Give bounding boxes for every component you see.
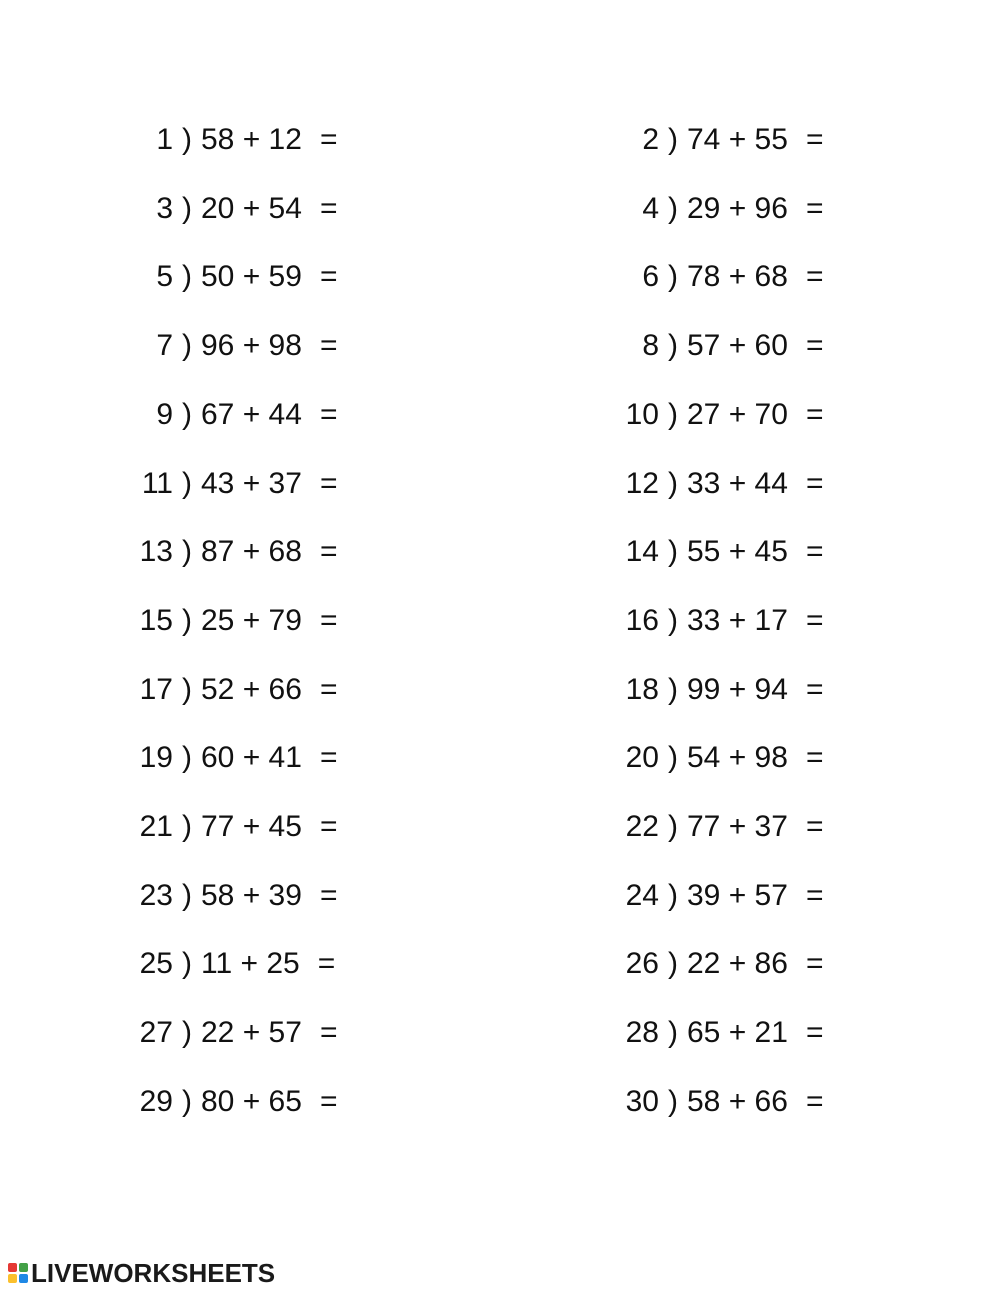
problem-expression: 65 + 21 <box>687 1016 788 1049</box>
problem-equals: = <box>805 123 824 156</box>
problem-expression: 60 + 41 <box>201 741 302 774</box>
problem-number: 28 <box>625 1016 659 1049</box>
problem-row <box>0 807 1000 847</box>
problem-equals: = <box>805 604 824 637</box>
problem-row <box>0 944 1000 984</box>
problem-equals: = <box>805 879 824 912</box>
problem-expression: 87 + 68 <box>201 535 302 568</box>
problem-expression: 29 + 96 <box>687 192 788 225</box>
problem-row <box>0 601 1000 641</box>
problem-item <box>614 1082 823 1122</box>
problem-number: 4 <box>642 192 659 225</box>
problem-paren: ) <box>668 535 678 568</box>
problem-number: 25 <box>139 947 173 980</box>
problem-paren: ) <box>182 741 192 774</box>
problem-equals: = <box>805 947 824 980</box>
logo-text: LIVEWORKSHEETS <box>31 1257 276 1288</box>
problem-equals: = <box>319 535 338 568</box>
problem-equals: = <box>319 398 338 431</box>
problem-row <box>0 326 1000 366</box>
problem-item <box>128 532 337 572</box>
problem-paren: ) <box>182 260 192 293</box>
problem-number: 27 <box>139 1016 173 1049</box>
problem-paren: ) <box>668 879 678 912</box>
problem-item <box>128 1082 337 1122</box>
problem-paren: ) <box>668 260 678 293</box>
problem-paren: ) <box>668 741 678 774</box>
problem-paren: ) <box>182 192 192 225</box>
problem-paren: ) <box>182 947 192 980</box>
problem-item <box>128 807 337 847</box>
problem-paren: ) <box>668 1016 678 1049</box>
problem-item <box>614 601 823 641</box>
problem-item <box>614 464 823 504</box>
problem-number: 9 <box>156 398 173 431</box>
problem-expression: 20 + 54 <box>201 192 302 225</box>
problem-expression: 67 + 44 <box>201 398 302 431</box>
problem-expression: 11 + 25 <box>201 947 300 980</box>
problem-expression: 55 + 45 <box>687 535 788 568</box>
problem-equals: = <box>805 741 824 774</box>
problem-item <box>614 944 823 984</box>
problem-equals: = <box>805 1085 824 1118</box>
problem-item <box>128 120 337 160</box>
problem-expression: 58 + 39 <box>201 879 302 912</box>
problem-equals: = <box>319 879 338 912</box>
problem-expression: 33 + 17 <box>687 604 788 637</box>
problem-equals: = <box>317 947 336 980</box>
problem-number: 2 <box>642 123 659 156</box>
problem-expression: 25 + 79 <box>201 604 302 637</box>
problem-number: 13 <box>139 535 173 568</box>
problem-expression: 54 + 98 <box>687 741 788 774</box>
problem-equals: = <box>319 604 338 637</box>
problem-number: 26 <box>625 947 659 980</box>
problem-expression: 39 + 57 <box>687 879 788 912</box>
problem-expression: 52 + 66 <box>201 673 302 706</box>
problem-number: 22 <box>625 810 659 843</box>
problem-item <box>128 1013 337 1053</box>
problem-item <box>614 807 823 847</box>
logo-block-red <box>8 1263 17 1272</box>
problem-item <box>614 738 823 778</box>
problem-number: 23 <box>139 879 173 912</box>
problem-paren: ) <box>668 192 678 225</box>
problem-row <box>0 189 1000 229</box>
problem-row <box>0 738 1000 778</box>
problem-equals: = <box>805 535 824 568</box>
problem-item <box>614 326 823 366</box>
problem-number: 6 <box>642 260 659 293</box>
problem-item <box>128 257 337 297</box>
problem-number: 14 <box>625 535 659 568</box>
problem-expression: 43 + 37 <box>201 467 302 500</box>
problem-expression: 96 + 98 <box>201 329 302 362</box>
problem-item <box>128 395 337 435</box>
problem-paren: ) <box>182 604 192 637</box>
problem-number: 20 <box>625 741 659 774</box>
problem-item <box>614 257 823 297</box>
problem-paren: ) <box>182 329 192 362</box>
problem-number: 16 <box>625 604 659 637</box>
problem-number: 1 <box>156 123 173 156</box>
problem-expression: 58 + 66 <box>687 1085 788 1118</box>
problem-number: 10 <box>625 398 659 431</box>
problem-expression: 22 + 57 <box>201 1016 302 1049</box>
problem-equals: = <box>319 467 338 500</box>
problem-paren: ) <box>182 123 192 156</box>
problem-expression: 58 + 12 <box>201 123 302 156</box>
problem-paren: ) <box>668 467 678 500</box>
problem-number: 7 <box>156 329 173 362</box>
problem-equals: = <box>319 1085 338 1118</box>
problem-row <box>0 1082 1000 1122</box>
problem-equals: = <box>319 192 338 225</box>
problem-paren: ) <box>182 673 192 706</box>
problem-row <box>0 257 1000 297</box>
problem-paren: ) <box>668 1085 678 1118</box>
problem-paren: ) <box>182 467 192 500</box>
problem-item <box>128 738 337 778</box>
problem-expression: 78 + 68 <box>687 260 788 293</box>
problem-item <box>128 670 337 710</box>
problem-number: 21 <box>139 810 173 843</box>
problem-item <box>128 464 337 504</box>
problem-equals: = <box>319 260 338 293</box>
problem-number: 18 <box>625 673 659 706</box>
logo-block-green <box>19 1263 28 1272</box>
problem-equals: = <box>805 329 824 362</box>
problem-item <box>128 944 335 984</box>
problem-expression: 80 + 65 <box>201 1085 302 1118</box>
problem-expression: 22 + 86 <box>687 947 788 980</box>
problem-item <box>128 326 337 366</box>
problem-paren: ) <box>182 1085 192 1118</box>
problem-number: 12 <box>625 467 659 500</box>
problem-equals: = <box>805 467 824 500</box>
problem-equals: = <box>319 741 338 774</box>
problem-row <box>0 464 1000 504</box>
problem-expression: 50 + 59 <box>201 260 302 293</box>
problem-row <box>0 1013 1000 1053</box>
problem-paren: ) <box>668 123 678 156</box>
problem-paren: ) <box>182 535 192 568</box>
problem-number: 3 <box>156 192 173 225</box>
problem-item <box>128 601 337 641</box>
problem-expression: 77 + 37 <box>687 810 788 843</box>
problem-expression: 77 + 45 <box>201 810 302 843</box>
problem-item <box>614 670 823 710</box>
problem-equals: = <box>805 398 824 431</box>
problem-number: 17 <box>139 673 173 706</box>
problem-expression: 33 + 44 <box>687 467 788 500</box>
problem-item <box>614 120 823 160</box>
problem-number: 5 <box>156 260 173 293</box>
problem-paren: ) <box>668 329 678 362</box>
problem-row <box>0 876 1000 916</box>
problem-paren: ) <box>182 1016 192 1049</box>
logo-mark-icon <box>8 1263 28 1283</box>
problem-item <box>614 532 823 572</box>
problem-number: 11 <box>141 467 173 500</box>
logo-block-blue <box>19 1274 28 1283</box>
problem-expression: 57 + 60 <box>687 329 788 362</box>
problem-equals: = <box>319 810 338 843</box>
problem-paren: ) <box>668 398 678 431</box>
problem-item <box>128 189 337 229</box>
problem-number: 30 <box>625 1085 659 1118</box>
problem-expression: 27 + 70 <box>687 398 788 431</box>
problem-equals: = <box>805 260 824 293</box>
problem-item <box>614 1013 823 1053</box>
problem-expression: 99 + 94 <box>687 673 788 706</box>
problem-paren: ) <box>182 810 192 843</box>
liveworksheets-logo <box>8 1258 275 1288</box>
problem-row <box>0 670 1000 710</box>
problem-paren: ) <box>668 673 678 706</box>
problem-equals: = <box>319 673 338 706</box>
problem-row <box>0 532 1000 572</box>
problem-paren: ) <box>182 879 192 912</box>
problem-number: 8 <box>642 329 659 362</box>
problem-item <box>614 395 823 435</box>
problem-equals: = <box>319 123 338 156</box>
problem-equals: = <box>319 1016 338 1049</box>
problem-item <box>614 876 823 916</box>
problem-number: 29 <box>139 1085 173 1118</box>
problem-number: 24 <box>625 879 659 912</box>
problem-number: 19 <box>139 741 173 774</box>
problem-row <box>0 395 1000 435</box>
problem-equals: = <box>805 1016 824 1049</box>
problem-number: 15 <box>139 604 173 637</box>
problem-paren: ) <box>668 604 678 637</box>
problem-expression: 74 + 55 <box>687 123 788 156</box>
problem-equals: = <box>319 329 338 362</box>
problem-item <box>614 189 823 229</box>
problem-equals: = <box>805 810 824 843</box>
problem-equals: = <box>805 673 824 706</box>
problem-paren: ) <box>668 947 678 980</box>
problem-paren: ) <box>182 398 192 431</box>
problem-paren: ) <box>668 810 678 843</box>
problem-equals: = <box>805 192 824 225</box>
problem-item <box>128 876 337 916</box>
logo-block-yellow <box>8 1274 17 1283</box>
problem-row <box>0 120 1000 160</box>
